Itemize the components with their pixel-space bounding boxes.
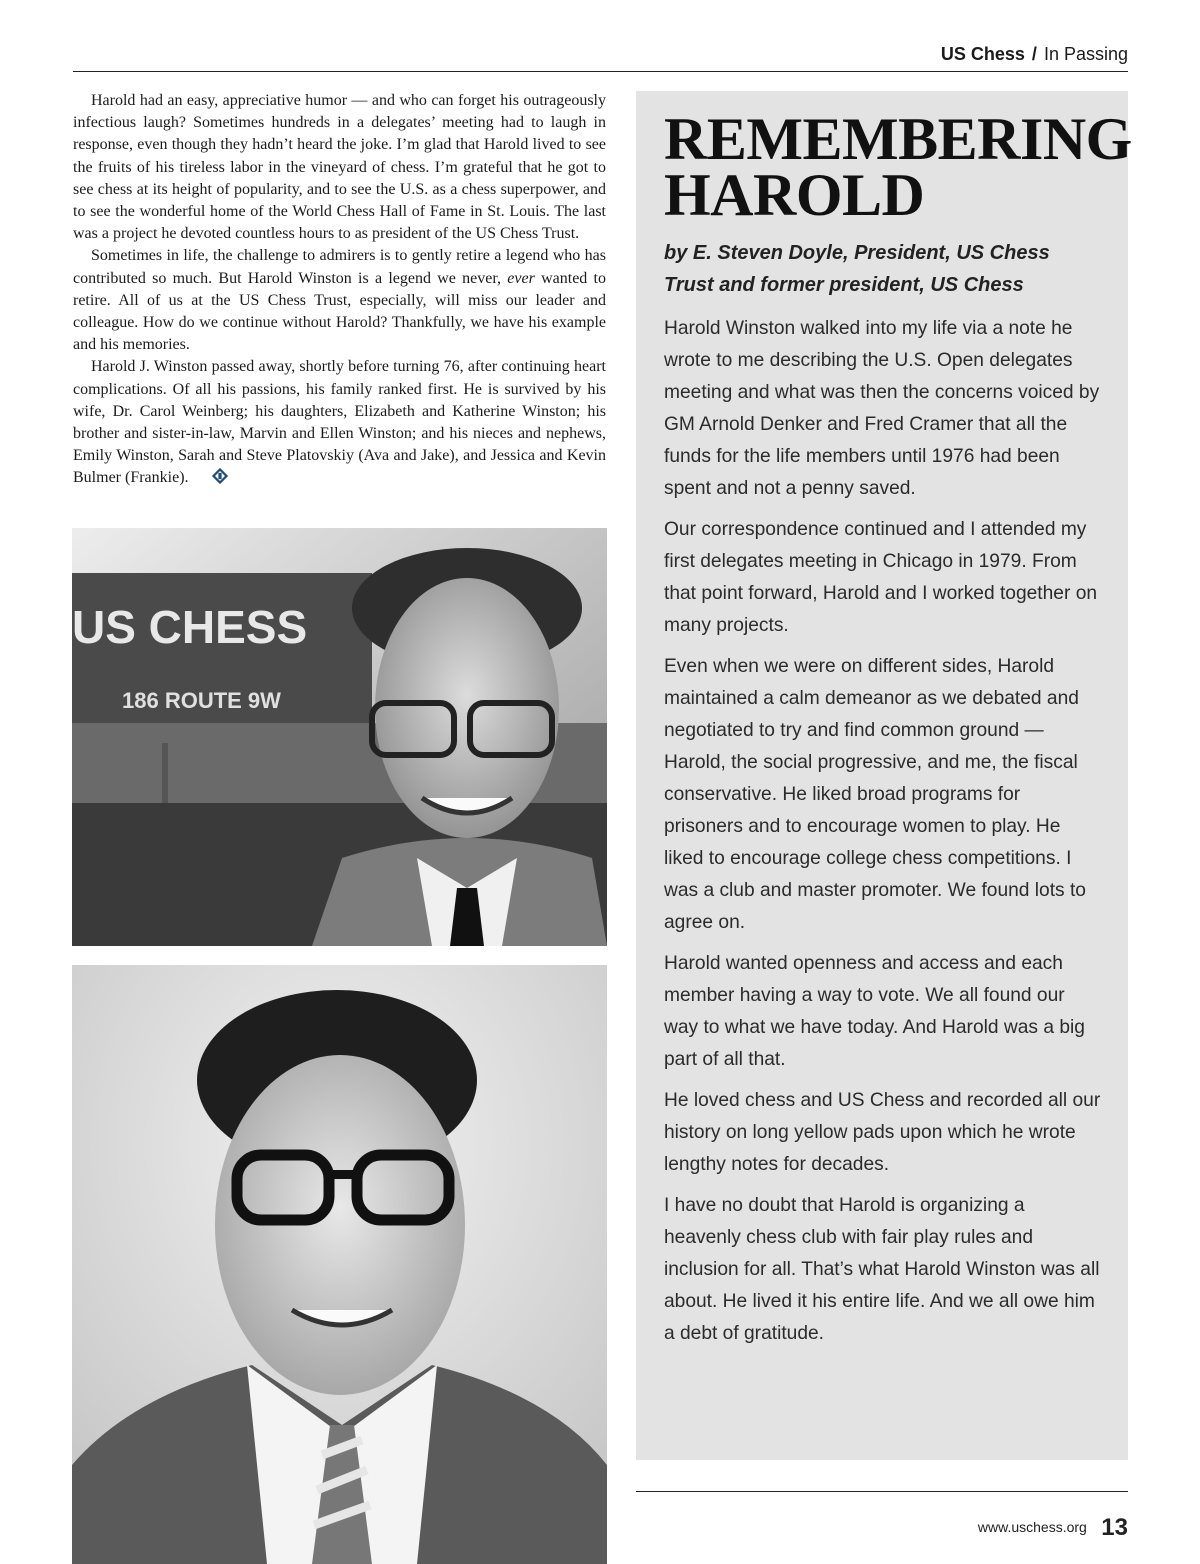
- header-section: In Passing: [1043, 44, 1128, 64]
- title-line: REMEMBERING: [664, 106, 1132, 172]
- sign-address: 186 ROUTE 9W: [122, 688, 281, 713]
- sidebar-paragraph: I have no doubt that Harold is organizing a heavenly chess club with fair play rules and inclusion for all. That’s what Harold Winston was all about. He lived it his entire life. And we all owe him a debt of gratitude.: [664, 1195, 1100, 1344]
- page-number: 13: [1101, 1514, 1128, 1541]
- photo-harold-older: [72, 528, 607, 946]
- remembering-harold-sidebar: [636, 91, 1132, 1460]
- sidebar-paragraph: Harold wanted openness and access and each member having a way to vote. We all found our way to what we have today. And Harold was a big part of all that.: [664, 953, 1085, 1070]
- running-header: [73, 44, 1128, 72]
- photo-harold-young: [72, 965, 607, 1564]
- sidebar-title: [664, 106, 1132, 228]
- body-text: wanted to retire. All of us at the US Chess Trust, especially, will miss our leader and colleague. How do we continue without Harold? Thankfully, we have his example and his memories.: [73, 269, 607, 354]
- footer-url[interactable]: www.uschess.org: [977, 1519, 1087, 1535]
- byline-line: Trust and former president, US Chess: [664, 274, 1024, 296]
- sign-text: US CHESS: [72, 601, 308, 653]
- footer-divider: [636, 1491, 1128, 1492]
- emphasis-text: ever: [507, 269, 535, 287]
- byline-line: by E. Steven Doyle, President, US Chess: [664, 242, 1050, 264]
- body-paragraph: Harold had an easy, appreciative humor — and who can forget his outrageously infectious laugh? Sometimes hundreds in a delegates’ meeting had to laugh in response, even though they hadn’t heard the joke. I’m glad that Harold lived to see the fruits of his tireless labor in the vineyard of chess. I’m grateful that he got to see chess at its height of popularity, and to see the U.S. as a chess superpower, and to see the wonderful home of the World Chess Hall of Fame in St. Louis. The last was a project he devoted countless hours to as president of the US Chess Trust.: [73, 92, 606, 243]
- byline: [664, 237, 1102, 301]
- sidebar-paragraph: He loved chess and US Chess and recorded all our history on long yellow pads upon which he wrote lengthy notes for decades.: [664, 1090, 1101, 1175]
- header-brand: US Chess: [940, 44, 1025, 64]
- sidebar-paragraph: Our correspondence continued and I attended my first delegates meeting in Chicago in 1979. From that point forward, Harold and I worked together on many projects.: [664, 519, 1098, 636]
- body-paragraph: [73, 356, 606, 489]
- sidebar-paragraph: Even when we were on different sides, Harold maintained a calm demeanor as we debated and negotiated to try and find common ground — Harold, the social progressive, and me, the fiscal conservative. He liked broad programs for prisoners and to encourage women to play. He liked to encourage college chess competitions. I was a club and master promoter. We found lots to agree on.: [664, 656, 1086, 933]
- body-paragraph: [73, 245, 606, 356]
- page-footer: [978, 1514, 1128, 1542]
- body-text: Sometimes in life, the challenge to admirers is to gently retire a legend who has contributed so much. But Harold Winston is a legend we never,: [73, 247, 606, 287]
- title-line: HAROLD: [664, 162, 925, 228]
- us-chess-logo-icon: [193, 467, 211, 485]
- article-left-column: [73, 90, 606, 490]
- header-separator: /: [1031, 44, 1037, 64]
- sidebar-paragraph: Harold Winston walked into my life via a note he wrote to me describing the U.S. Open delegates meeting and what was then the concerns voiced by GM Arnold Denker and Fred Cramer that all the funds for the life members until 1976 had been spent and not a penny saved.: [664, 318, 1100, 499]
- body-text: Harold J. Winston passed away, shortly before turning 76, after continuing heart complications. Of all his passions, his family ranked first. He is survived by his wife, Dr. Carol Weinberg; his daughters, Elizabeth and Katherine Winston; his brother and sister-in-law, Marvin and Ellen Winston; and his nieces and nephews, Emily Winston, Sarah and Steve Platovskiy (Ava and Jake), and Jessica and Kevin Bulmer (Frankie).: [73, 358, 606, 487]
